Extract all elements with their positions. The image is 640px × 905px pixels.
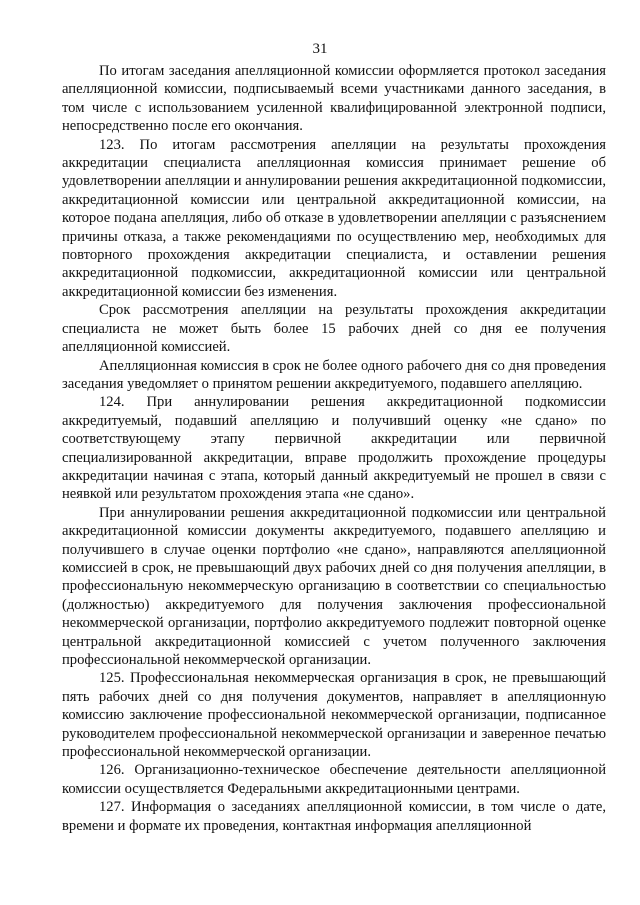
paragraph-127: 127. Информация о заседаниях апелляционной комиссии, в том числе о дате, времени и формате их проведения, контактная информация апелляционной (62, 799, 606, 834)
paragraph-125: 125. Профессиональная некоммерческая организация в срок, не превышающий пять рабочих дней со дня получения документов, направляет в апелляционную комиссию заключение профессиональной некоммерческой организации, подписанное руководителем профессиональной некоммерческой организации и заверенное печатью профессиональной некоммерческой организации. (62, 670, 606, 761)
paragraph-126: 126. Организационно-техническое обеспечение деятельности апелляционной комиссии осуществляется Федеральными аккредитационными центрами. (62, 762, 606, 797)
paragraph-124: 124. При аннулировании решения аккредитационной подкомиссии аккредитуемый, подавший апелляцию и получивший оценку «не сдано» по соответствующему этапу первичной аккредитации или первичной специализированной аккредитации, вправе продолжить прохождение процедуры аккредитации начиная с этапа, который данный аккредитуемый не прошел в связи с неявкой или результатом прохождения этапа «не сдано». (62, 394, 606, 503)
paragraph-notification: Апелляционная комиссия в срок не более одного рабочего дня со дня проведения заседания уведомляет о принятом решении аккредитуемого, подавшего апелляцию. (62, 357, 606, 392)
paragraph-123: 123. По итогам рассмотрения апелляции на результаты прохождения аккредитации специалиста апелляционная комиссия принимает решение об удовлетворении апелляции и аннулировании решения аккредитационной подкомиссии, аккредитационной комиссии или центральной аккредитационной комиссии, на которое подана апелляция, либо об отказе в удовлетворении апелляции с разъяснением причины отказа, а также рекомендациями по осуществлению мер, необходимых для повторного прохождения аккредитации специалиста, и оставлении решения аккредитационной подкомиссии, аккредитационной комиссии или центральной аккредитационной комиссии без изменения. (62, 136, 606, 300)
document-body (62, 62, 606, 835)
paragraph-protocol: По итогам заседания апелляционной комиссии оформляется протокол заседания апелляционной комиссии, подписываемый всеми участниками данного заседания, в том числе с использованием усиленной квалифицированной электронной подписи, непосредственно после его окончания. (62, 63, 606, 135)
paragraph-review-term: Срок рассмотрения апелляции на результаты прохождения аккредитации специалиста не может быть более 15 рабочих дней со дня ее получения апелляционной комиссией. (62, 302, 606, 356)
paragraph-portfolio-annulment: При аннулировании решения аккредитационной подкомиссии или центральной аккредитационной комиссии документы аккредитуемого, подавшего апелляцию и получившего в случае оценки портфолио «не сдано», направляются апелляционной комиссией в срок, не превышающий двух рабочих дней со дня получения апелляции, в профессиональную некоммерческую организацию в соответствии со специальностью (должностью) аккредитуемого для получения заключения профессиональной некоммерческой организации, портфолио аккредитуемого подлежит повторной оценке центральной аккредитационной комиссией с учетом полученного заключения профессиональной некоммерческой организации. (62, 504, 606, 668)
page-number: 31 (312, 41, 328, 57)
